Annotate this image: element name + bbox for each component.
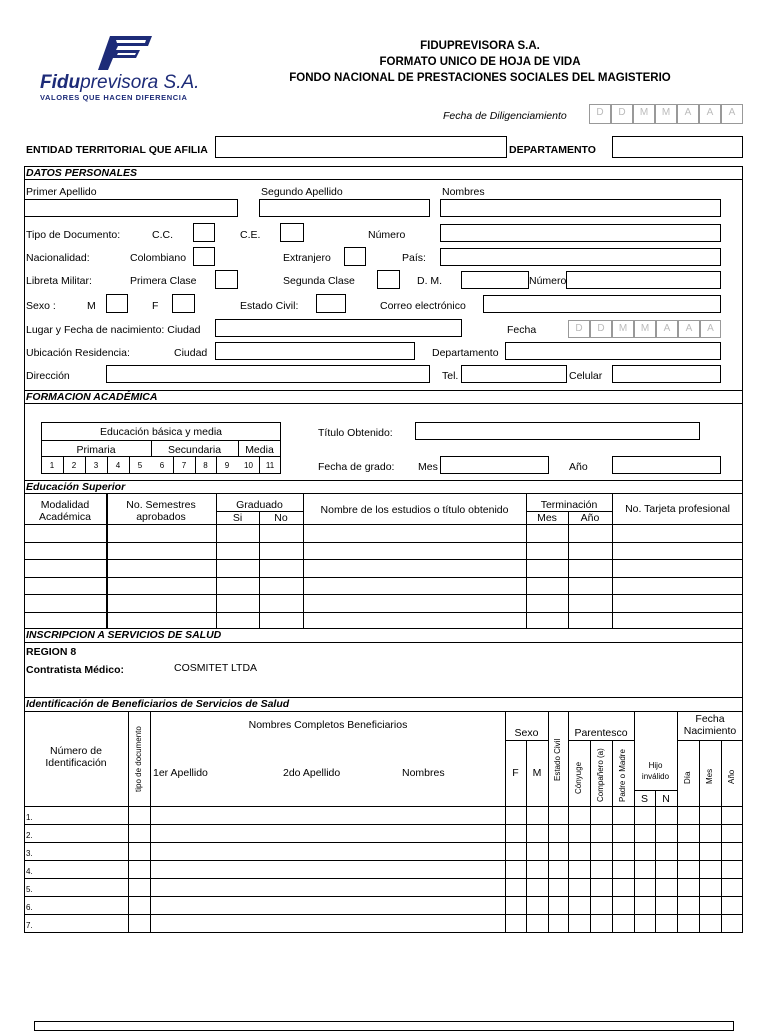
titulo-obtenido-label: Título Obtenido:: [318, 427, 393, 439]
mes-header: Mes: [705, 768, 714, 784]
departamento-label: DEPARTAMENTO: [509, 144, 596, 156]
beneficiarios-title: Identificación de Beneficiarios de Servicios de Salud: [26, 698, 290, 710]
fecha-nacimiento-label: Fecha: [507, 324, 537, 336]
grade-cell[interactable]: 11: [265, 461, 275, 470]
companero-header: Compañero (a): [596, 748, 605, 802]
region-label: REGION 8: [26, 646, 77, 658]
benef-row-number: 7.: [26, 921, 33, 930]
ciudad-label: Ciudad: [174, 347, 208, 359]
logo: [36, 34, 236, 104]
graduado-no-header: No: [274, 512, 288, 524]
datos-personales-title: DATOS PERSONALES: [26, 167, 138, 179]
lugar-fecha-nacimiento-label: Lugar y Fecha de nacimiento: Ciudad: [26, 324, 201, 336]
fecha-grado-anio-label: Año: [569, 461, 588, 473]
grade-cell[interactable]: 6: [159, 461, 165, 470]
terminacion-header: Terminación: [540, 499, 598, 511]
tel-field[interactable]: [461, 365, 567, 383]
direccion-field[interactable]: [106, 365, 430, 383]
grade-cell[interactable]: 7: [181, 461, 187, 470]
date-cell[interactable]: A: [656, 320, 678, 338]
educacion-superior-title: Educación Superior: [26, 481, 126, 493]
fund-name: FONDO NACIONAL DE PRESTACIONES SOCIALES DEL MAGISTERIO: [289, 72, 671, 84]
semestres-header: No. Semestres aprobados: [126, 499, 196, 523]
dm-label: D. M.: [417, 275, 443, 287]
date-cell[interactable]: A: [721, 104, 743, 124]
educacion-basica-label: Educación básica y media: [100, 426, 222, 438]
hijo-n-header: N: [662, 793, 670, 805]
formacion-title: FORMACION ACADÉMICA: [26, 391, 158, 403]
date-cell[interactable]: D: [590, 320, 612, 338]
ce-checkbox[interactable]: [280, 223, 304, 242]
grade-cell[interactable]: 3: [93, 461, 99, 470]
entidad-label: ENTIDAD TERRITORIAL QUE AFILIA: [26, 144, 208, 156]
numero-identificacion-header: Número de Identificación: [45, 745, 107, 769]
ubicacion-residencia-label: Ubicación Residencia:: [26, 347, 130, 359]
fecha-grado-label: Fecha de grado:: [318, 461, 395, 473]
dia-header: Día: [683, 771, 692, 784]
numero-libreta-field[interactable]: [566, 271, 721, 289]
segunda-clase-label: Segunda Clase: [283, 275, 355, 287]
departamento-residencia-label: Departamento: [432, 347, 499, 359]
sexo-f-label: F: [152, 300, 159, 312]
company-name: FIDUPREVISORA S.A.: [420, 40, 540, 52]
date-cell[interactable]: A: [677, 104, 699, 124]
fecha-grado-mes-field[interactable]: [440, 456, 549, 474]
titulo-obtenido-field[interactable]: [415, 422, 700, 440]
benef-row-number: 5.: [26, 885, 33, 894]
date-cell[interactable]: A: [699, 104, 721, 124]
nacionalidad-label: Nacionalidad:: [26, 252, 90, 264]
sexo-f-checkbox[interactable]: [172, 294, 195, 313]
sexo-label: Sexo :: [26, 300, 56, 312]
numero-documento-field[interactable]: [440, 224, 721, 242]
anio-header: Año: [727, 769, 736, 784]
logo-brand-bold: Fidu: [40, 72, 81, 93]
graduado-si-header: Si: [232, 512, 243, 524]
fecha-grado-mes-label: Mes: [418, 461, 438, 473]
conyuge-header: Cónyuge: [574, 761, 583, 794]
tarjeta-header: No. Tarjeta profesional: [625, 503, 730, 515]
sexo-f-header: F: [512, 767, 519, 779]
padre-madre-header: Padre o Madre: [618, 749, 627, 802]
benef-primer-apellido-header: 1er Apellido: [153, 767, 208, 779]
dm-field[interactable]: [461, 271, 529, 289]
secundaria-label: Secundaria: [167, 444, 222, 456]
logo-tagline: VALORES QUE HACEN DIFERENCIA: [40, 93, 188, 102]
segunda-clase-checkbox[interactable]: [377, 270, 400, 289]
ciudad-residencia-field[interactable]: [215, 342, 415, 360]
terminacion-anio-header: Año: [580, 512, 600, 524]
terminacion-mes-header: Mes: [537, 512, 557, 524]
fecha-diligenciamiento-label: Fecha de Diligenciamiento: [443, 110, 567, 122]
benef-row-number: 4.: [26, 867, 33, 876]
correo-label: Correo electrónico: [380, 300, 466, 312]
grade-cell[interactable]: 4: [115, 461, 121, 470]
departamento-field[interactable]: [612, 136, 743, 158]
entidad-field[interactable]: [215, 136, 507, 158]
date-cell[interactable]: D: [589, 104, 611, 124]
segundo-apellido-field[interactable]: [259, 199, 430, 217]
departamento-residencia-field[interactable]: [505, 342, 721, 360]
tipo-documento-label: Tipo de Documento:: [26, 229, 121, 241]
nombres-field[interactable]: [440, 199, 721, 217]
contratista-value: COSMITET LTDA: [174, 662, 258, 674]
parentesco-header: Parentesco: [574, 727, 628, 739]
numero-label: Número: [368, 229, 406, 241]
pais-label: País:: [402, 252, 426, 264]
grade-cell[interactable]: 9: [224, 461, 230, 470]
primer-apellido-label: Primer Apellido: [26, 186, 97, 198]
colombiano-label: Colombiano: [130, 252, 187, 264]
segundo-apellido-label: Segundo Apellido: [261, 186, 343, 198]
extranjero-checkbox[interactable]: [344, 247, 366, 266]
grade-cell[interactable]: 2: [71, 461, 77, 470]
fecha-grado-anio-field[interactable]: [612, 456, 721, 474]
estado-civil-header: Estado Civil: [553, 738, 562, 782]
sexo-m-header: M: [532, 767, 542, 779]
date-cell[interactable]: M: [633, 104, 655, 124]
benef-row-number: 2.: [26, 831, 33, 840]
hijo-invalido-header: Hijo inválido: [641, 761, 670, 781]
benef-row-number: 6.: [26, 903, 33, 912]
modalidad-header: Modalidad Académica: [39, 499, 91, 523]
tipo-documento-header: tipo de documento: [134, 726, 143, 792]
date-cell[interactable]: M: [634, 320, 656, 338]
inscripcion-salud-title: INSCRIPCION A SERVICIOS DE SALUD: [26, 629, 222, 641]
form-title: FORMATO UNICO DE HOJA DE VIDA: [379, 56, 581, 68]
ciudad-nacimiento-field[interactable]: [215, 319, 462, 337]
direccion-label: Dirección: [26, 370, 70, 382]
primaria-label: Primaria: [76, 444, 116, 456]
sexo-m-checkbox[interactable]: [106, 294, 128, 313]
benef-row-number: 1.: [26, 813, 33, 822]
media-label: Media: [245, 444, 274, 456]
contratista-label: Contratista Médico:: [26, 664, 125, 676]
nombre-estudios-header: Nombre de los estudios o título obtenido: [320, 504, 509, 516]
benef-row-number: 3.: [26, 849, 33, 858]
date-cell[interactable]: D: [568, 320, 590, 338]
libreta-militar-label: Libreta Militar:: [26, 275, 92, 287]
numero-libreta-label: Número: [529, 275, 567, 287]
benef-segundo-apellido-header: 2do Apellido: [283, 767, 341, 779]
primer-apellido-field[interactable]: [24, 199, 238, 217]
pais-field[interactable]: [440, 248, 721, 266]
estado-civil-label: Estado Civil:: [240, 300, 299, 312]
benef-nombres-header: Nombres: [402, 767, 445, 779]
grade-cell[interactable]: 10: [244, 461, 253, 470]
celular-label: Celular: [569, 370, 603, 382]
primera-clase-checkbox[interactable]: [215, 270, 238, 289]
cc-checkbox[interactable]: [193, 223, 215, 242]
date-cell[interactable]: D: [611, 104, 633, 124]
logo-brand-rest: previsora S.A.: [80, 72, 200, 93]
sexo-header: Sexo: [514, 727, 539, 739]
date-cell[interactable]: A: [678, 320, 700, 338]
colombiano-checkbox[interactable]: [193, 247, 215, 266]
fiduprevisora-logo-icon: [96, 34, 156, 72]
tel-label: Tel.: [442, 370, 459, 382]
ce-label: C.E.: [240, 229, 261, 241]
date-cell[interactable]: M: [655, 104, 677, 124]
grade-cell[interactable]: 1: [49, 461, 55, 470]
fecha-nacimiento-header: Fecha Nacimiento: [683, 713, 737, 737]
celular-field[interactable]: [612, 365, 721, 383]
next-section-box: [34, 1021, 734, 1031]
primera-clase-label: Primera Clase: [130, 275, 197, 287]
hijo-s-header: S: [640, 793, 648, 805]
nombres-completos-header: Nombres Completos Beneficiarios: [248, 719, 408, 731]
nombres-label: Nombres: [442, 186, 485, 198]
graduado-header: Graduado: [236, 499, 283, 511]
date-cell[interactable]: A: [700, 320, 721, 338]
date-cell[interactable]: M: [612, 320, 634, 338]
grade-cell[interactable]: 5: [137, 461, 143, 470]
sexo-m-label: M: [87, 300, 96, 312]
extranjero-label: Extranjero: [283, 252, 331, 264]
cc-label: C.C.: [152, 229, 173, 241]
estado-civil-field[interactable]: [316, 294, 346, 313]
grade-cell[interactable]: 8: [203, 461, 208, 470]
correo-field[interactable]: [483, 295, 721, 313]
